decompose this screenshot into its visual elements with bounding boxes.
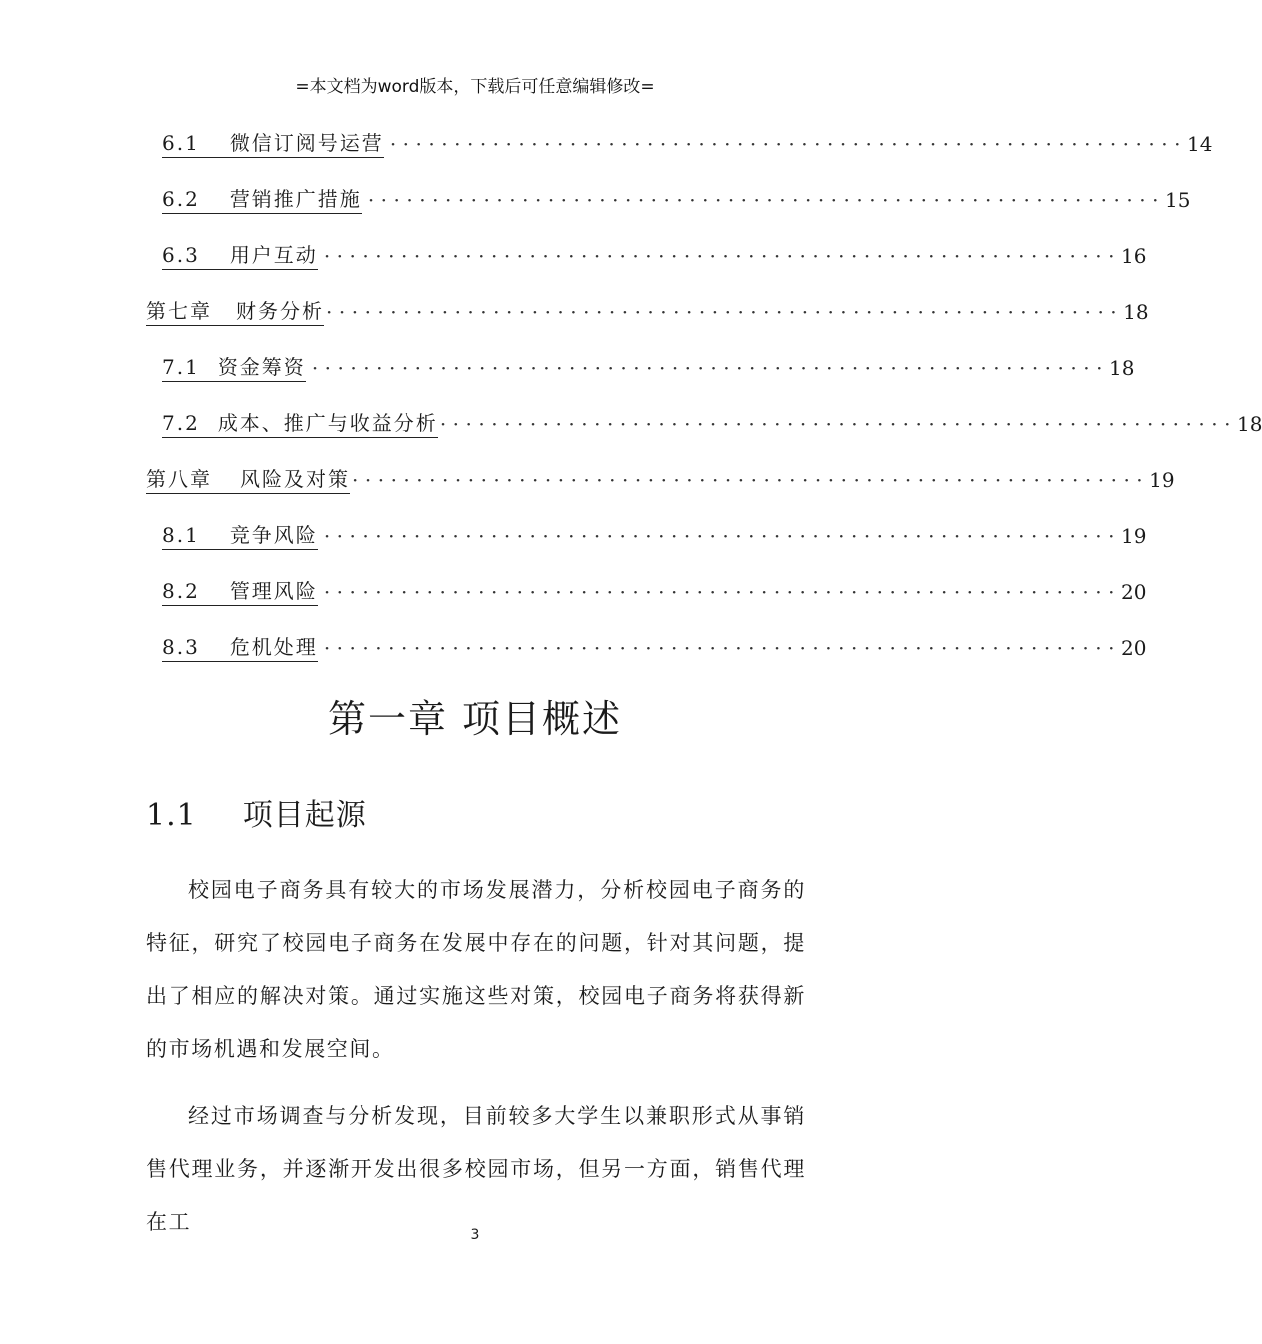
toc-page-number: 15 [1164,188,1191,212]
page-number: 3 [470,1227,480,1243]
toc-number: 6.2 [162,187,200,211]
toc-row[interactable] [146,286,1149,326]
toc-entry[interactable] [146,295,324,326]
toc-leader-dots: ······························································ [367,188,1165,212]
toc-row[interactable] [162,342,1135,382]
paragraph-text: 经过市场调查与分析发现，目前较多大学生以兼职形式从事销售代理业务，并逐渐开发出很多校园市场，但另一方面，销售代理在工 [146,1104,806,1234]
toc-page-number: 18 [1108,356,1135,380]
toc-entry[interactable] [162,407,438,438]
toc-row[interactable] [162,174,1191,214]
toc-entry[interactable] [162,351,306,382]
toc-number: 6.1 [162,131,200,155]
toc-title: 用户互动 [229,243,318,267]
toc-page-number: 18 [1236,412,1262,436]
toc-row[interactable] [162,118,1213,158]
toc-number: 8.3 [162,635,200,659]
toc-title: 财务分析 [236,299,324,323]
toc-number: 8.1 [162,523,200,547]
toc-page-number: 18 [1123,300,1149,324]
toc-leader-dots: ······························································ [326,300,1124,324]
toc-row[interactable] [162,398,1262,438]
toc-leader-dots: ······························································ [389,132,1187,156]
toc-row[interactable] [162,622,1147,662]
toc-leader-dots: ······························································ [439,412,1237,436]
toc-row[interactable] [162,566,1147,606]
section-number: 1.1 [146,798,197,833]
section-title [146,790,367,834]
toc-number: 第八章 [146,467,212,491]
toc-title: 管理风险 [229,579,318,603]
toc-entry[interactable] [146,463,350,494]
toc-page-number: 19 [1120,524,1147,548]
body-paragraph [146,1090,806,1249]
toc-title: 竞争风险 [229,523,318,547]
toc-row[interactable] [162,510,1147,550]
toc-leader-dots: ······························································ [323,580,1121,604]
toc-leader-dots: ······························································ [323,636,1121,660]
section-name: 项目起源 [242,798,367,833]
toc-entry[interactable] [162,631,318,662]
toc-title: 营销推广措施 [229,187,362,211]
toc-page-number: 16 [1120,244,1147,268]
toc-leader-dots: ······························································ [311,356,1109,380]
toc-leader-dots: ······························································ [323,244,1121,268]
toc-number: 7.2 [162,411,200,435]
page-header: =本文档为word版本，下载后可任意编辑修改= [295,77,655,97]
toc-page-number: 20 [1120,580,1147,604]
toc-leader-dots: ······························································ [352,468,1150,492]
toc-row[interactable] [146,454,1175,494]
toc-number: 6.3 [162,243,200,267]
toc-number: 第七章 [146,299,212,323]
toc-entry[interactable] [162,519,318,550]
toc-entry[interactable] [162,575,318,606]
toc-title: 风险及对策 [240,467,350,491]
body-paragraph [146,864,806,1076]
toc-row[interactable] [162,230,1147,270]
toc-page-number: 19 [1149,468,1175,492]
toc-entry[interactable] [162,239,318,270]
chapter-title: 第一章 项目概述 [327,697,623,741]
toc-number: 7.1 [162,355,200,379]
toc-leader-dots: ······························································ [323,524,1121,548]
toc-title: 成本、推广与收益分析 [217,411,438,435]
toc-title: 微信订阅号运营 [229,131,384,155]
toc-title: 危机处理 [229,635,318,659]
toc-page-number: 14 [1186,132,1213,156]
paragraph-text: 校园电子商务具有较大的市场发展潜力，分析校园电子商务的特征，研究了校园电子商务在发展中存在的问题，针对其问题，提出了相应的解决对策。通过实施这些对策，校园电子商务将获得新的市场机遇和发展空间。 [146,878,806,1061]
toc-title: 资金筹资 [217,355,306,379]
toc-entry[interactable] [162,127,384,158]
toc-entry[interactable] [162,183,362,214]
toc-page-number: 20 [1120,636,1147,660]
toc-number: 8.2 [162,579,200,603]
